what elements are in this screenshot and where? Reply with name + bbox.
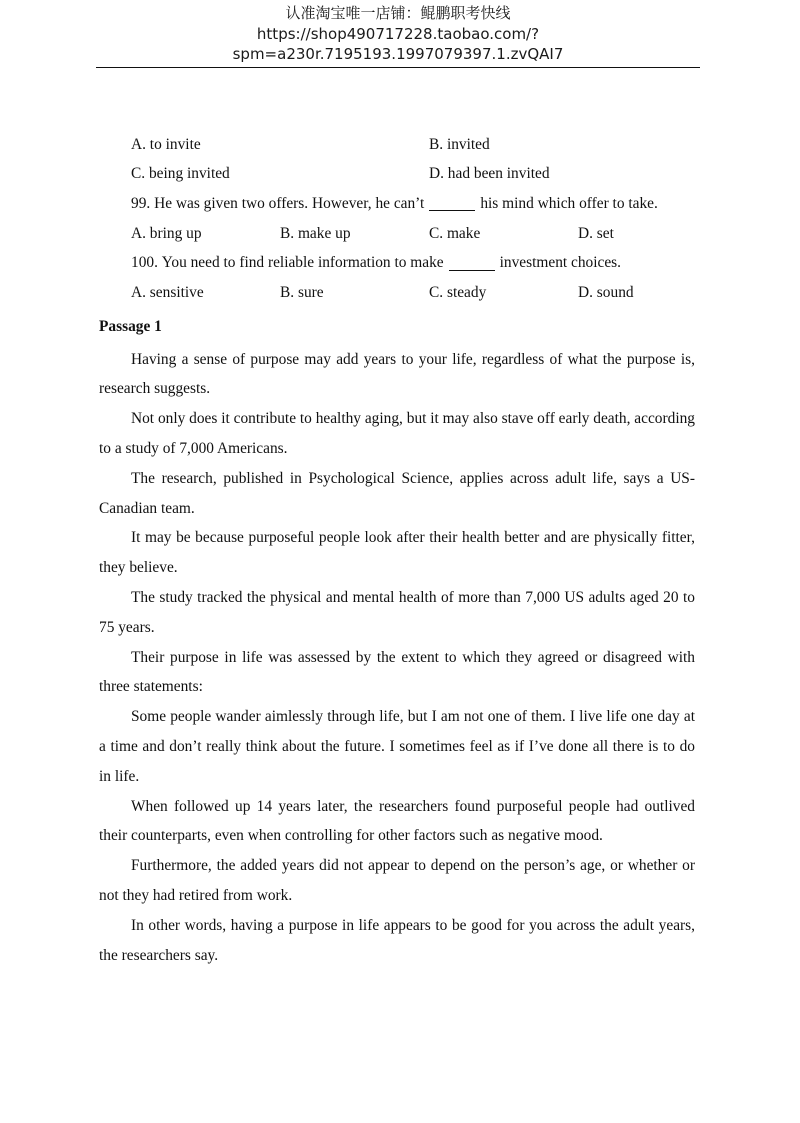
question-number: 99. — [131, 194, 151, 212]
question-99 — [99, 189, 695, 219]
question-text-after: investment choices. — [499, 254, 622, 272]
passage-paragraph: In other words, having a purpose in life appears to be good for you across the adult years, the researchers say. — [99, 916, 695, 964]
answer-blank — [429, 196, 475, 211]
option-b: B. sure — [280, 283, 324, 301]
question-100 — [99, 248, 695, 278]
answer-blank — [449, 256, 495, 271]
passage-paragraph: Having a sense of purpose may add years to your life, regardless of what the purpose is, research suggests. — [99, 350, 695, 398]
document-body — [99, 130, 695, 970]
passage-paragraph: The study tracked the physical and mental health of more than 7,000 US adults aged 20 to 75 years. — [99, 588, 695, 636]
passage-paragraph: Furthermore, the added years did not appear to depend on the person’s age, or whether or not they had retired from work. — [99, 857, 695, 904]
option-a: A. bring up — [131, 224, 202, 242]
option-c: C. steady — [429, 283, 487, 301]
option-a: A. sensitive — [131, 283, 204, 301]
option-a: A. to invite — [131, 135, 201, 153]
question-options — [99, 160, 695, 190]
passage-title: Passage 1 — [99, 317, 162, 335]
question-options — [99, 278, 695, 308]
passage-paragraph: When followed up 14 years later, the researchers found purposeful people had outlived their counterparts, even when controlling for other factors such as negative mood. — [99, 797, 695, 845]
option-d: D. set — [578, 224, 614, 242]
option-c: C. being invited — [131, 165, 230, 183]
question-text-before: He was given two offers. However, he can’t — [154, 194, 425, 212]
question-text-before: You need to find reliable information to make — [161, 254, 444, 272]
passage-paragraph: It may be because purposeful people look after their health better and are physically fitter, they believe. — [99, 529, 695, 577]
question-number: 100. — [131, 254, 158, 272]
page-header — [96, 0, 700, 68]
passage-paragraph: The research, published in Psychological Science, applies across adult life, says a US-Canadian team. — [99, 469, 695, 517]
option-d: D. sound — [578, 283, 634, 301]
option-b: B. invited — [429, 135, 490, 153]
option-d: D. had been invited — [429, 165, 550, 183]
question-text-after: his mind which offer to take. — [480, 194, 658, 212]
option-c: C. make — [429, 224, 481, 242]
shop-url-link[interactable]: https://shop490717228.taobao.com/?spm=a230r.7195193.1997079397.1.zvQAI7 — [96, 24, 700, 68]
passage-paragraph: Their purpose in life was assessed by the extent to which they agreed or disagreed with three statements: — [99, 648, 695, 696]
passage-paragraph: Not only does it contribute to healthy aging, but it may also stave off early death, according to a study of 7,000 Americans. — [99, 410, 695, 457]
question-options — [99, 130, 695, 160]
question-options — [99, 219, 695, 249]
passage-paragraph: Some people wander aimlessly through life, but I am not one of them. I live life one day at a time and don’t really think about the future. I sometimes feel as if I’ve done all there is to do in life. — [99, 708, 695, 785]
shop-name: 认准淘宝唯一店铺：鲲鹏职考快线 — [285, 4, 511, 22]
option-b: B. make up — [280, 224, 351, 242]
